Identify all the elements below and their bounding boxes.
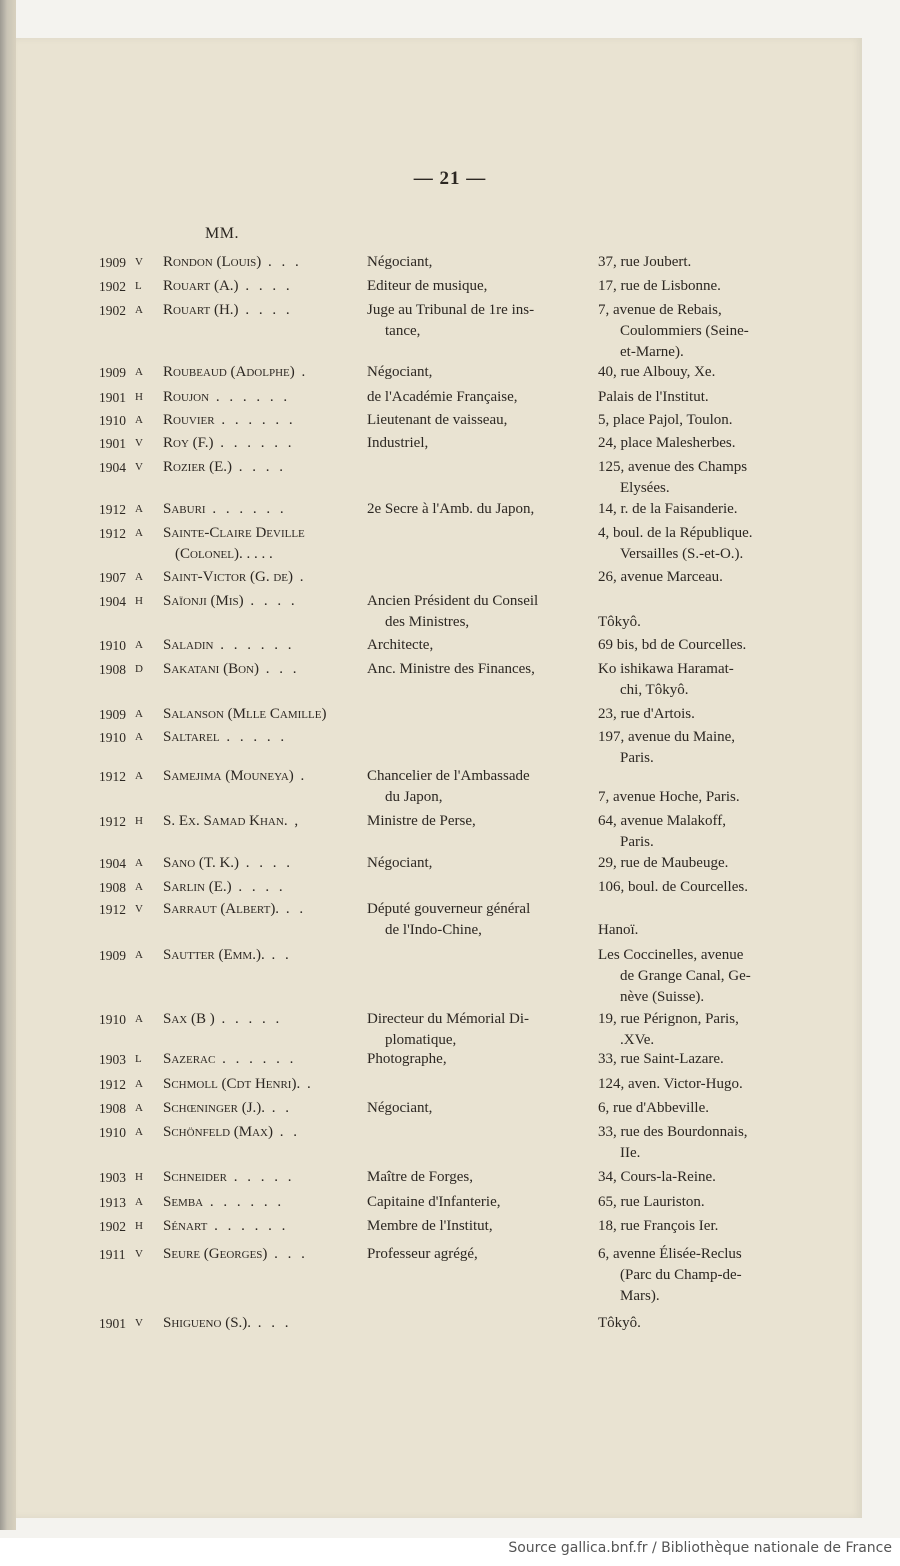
address-line: .XVe. <box>620 1032 655 1048</box>
leader-dots: . . <box>264 947 292 963</box>
address-line <box>598 766 784 787</box>
occupation-line: Négociant, <box>367 364 433 380</box>
occupation-line: Professeur agrégé, <box>367 1246 478 1262</box>
entry-name <box>163 659 353 680</box>
occupation-line: Ancien Président du Conseil <box>367 593 539 609</box>
address-line: 33, rue des Bourdonnais, <box>598 1124 748 1140</box>
address-line: Palais de l'Institut. <box>598 389 709 405</box>
entry-category: A <box>135 708 143 720</box>
address-line: 64, avenue Malakoff, <box>598 813 727 829</box>
entry-year: 1912 <box>99 526 126 541</box>
occupation-line: Directeur du Mémorial Di- <box>367 1011 530 1027</box>
entry-category: A <box>135 414 143 426</box>
entry-address <box>598 499 784 520</box>
entry-address <box>598 276 784 297</box>
entry-address <box>598 853 784 874</box>
address-line: Elysées. <box>620 480 670 496</box>
address-line: 6, avenne Élisée-Reclus <box>598 1246 742 1262</box>
entry-occupation <box>367 300 572 342</box>
entry-occupation <box>367 410 572 431</box>
address-line: Hanoï. <box>598 922 639 938</box>
entry-address <box>598 1049 784 1070</box>
occupation-line: du Japon, <box>385 789 443 805</box>
entry-year: 1904 <box>99 594 126 609</box>
entry-category: V <box>135 903 143 915</box>
entry-address <box>598 1216 784 1237</box>
entry-name <box>163 1313 353 1334</box>
entry-year: 1907 <box>99 570 126 585</box>
entry-address <box>598 523 784 565</box>
entry-name <box>163 766 353 787</box>
leader-dots: . . <box>265 1100 293 1116</box>
occupation-line: Architecte, <box>367 637 434 653</box>
entry-address <box>598 300 784 363</box>
occupation-line: Député gouverneur général <box>367 901 531 917</box>
leader-dots: . <box>300 1076 314 1092</box>
entry-year: 1912 <box>99 1077 126 1092</box>
entry-name <box>163 457 353 478</box>
leader-dots: . . . . . . <box>207 1218 289 1234</box>
leader-dots: . . <box>279 901 307 917</box>
occupation-line: Négociant, <box>367 254 433 270</box>
leader-dots: . . . . <box>238 278 293 294</box>
leader-dots: . . . . <box>243 593 298 609</box>
entry-address <box>598 704 784 725</box>
entry-address <box>598 1192 784 1213</box>
leader-dots: . . <box>272 1124 300 1140</box>
entry-name-text: Saint-Victor (G. de) <box>163 569 293 585</box>
entry-name <box>163 1192 353 1213</box>
entry-name <box>163 877 353 898</box>
address-line: 69 bis, bd de Courcelles. <box>598 637 747 653</box>
leader-dots: . <box>293 768 308 784</box>
entry-name-text: Sakatani (Bon) <box>163 661 259 677</box>
entry-name-text: Sax (B ) <box>163 1011 215 1027</box>
occupation-line: de l'Indo-Chine, <box>385 922 482 938</box>
entry-name <box>163 1009 353 1030</box>
entry-occupation <box>367 499 572 520</box>
entry-address <box>598 252 784 273</box>
entry-address <box>598 457 784 499</box>
entry-name-text: Roubeaud (Adolphe) <box>163 364 295 380</box>
occupation-line: Lieutenant de vaisseau, <box>367 412 508 428</box>
entry-year: 1908 <box>99 662 126 677</box>
address-line: 7, avenue de Rebais, <box>598 302 722 318</box>
address-line: Les Coccinelles, avenue <box>598 947 744 963</box>
address-line: 6, rue d'Abbeville. <box>598 1100 710 1116</box>
entry-category: L <box>135 1053 142 1065</box>
entry-category: A <box>135 949 143 961</box>
entry-name-text: Semba <box>163 1194 204 1210</box>
address-line: Tôkyô. <box>598 1315 641 1331</box>
entry-year: 1909 <box>99 707 126 722</box>
address-line: 17, rue de Lisbonne. <box>598 278 721 294</box>
entry-name <box>163 252 353 273</box>
entry-occupation <box>367 766 572 808</box>
address-line: (Parc du Champ-de- <box>620 1267 742 1283</box>
entry-year: 1909 <box>99 948 126 963</box>
address-line: 18, rue François Ier. <box>598 1218 719 1234</box>
occupation-line: Anc. Ministre des Finances, <box>367 661 535 677</box>
address-line: Paris. <box>620 834 654 850</box>
entry-category: L <box>135 280 142 292</box>
occupation-line: 2e Secre à l'Amb. du Japon, <box>367 501 535 517</box>
entry-name <box>163 853 353 874</box>
address-line: 23, rue d'Artois. <box>598 706 695 722</box>
address-line: 37, rue Joubert. <box>598 254 692 270</box>
entry-category: A <box>135 1078 143 1090</box>
entry-address <box>598 1313 784 1334</box>
entry-address <box>598 591 784 633</box>
address-line <box>598 899 784 920</box>
entry-name <box>163 410 353 431</box>
entry-name-text: Rouvier <box>163 412 215 428</box>
entry-occupation <box>367 276 572 297</box>
occupation-line: de l'Académie Française, <box>367 389 518 405</box>
entry-year: 1904 <box>99 856 126 871</box>
address-line: 34, Cours-la-Reine. <box>598 1169 716 1185</box>
entry-name <box>163 387 353 408</box>
leader-dots: . . . <box>267 1246 308 1262</box>
entry-occupation <box>367 252 572 273</box>
entry-address <box>598 635 784 656</box>
entry-name-text: Sarlin (E.) <box>163 879 232 895</box>
leader-dots: . . . <box>261 254 302 270</box>
entry-occupation <box>367 659 572 680</box>
address-line: 5, place Pajol, Toulon. <box>598 412 733 428</box>
entry-name <box>163 945 353 966</box>
address-line: Versailles (S.-et-O.). <box>620 546 744 562</box>
entry-category: A <box>135 1102 143 1114</box>
address-line: 4, boul. de la République. <box>598 525 753 541</box>
address-line: 65, rue Lauriston. <box>598 1194 705 1210</box>
list-heading: MM. <box>205 225 239 242</box>
entry-occupation <box>367 635 572 656</box>
entry-name <box>163 276 353 297</box>
entry-name <box>163 1049 353 1070</box>
leader-dots: . . . . . . <box>214 412 296 428</box>
entry-name-text: Saltarel <box>163 729 220 745</box>
leader-dots: . . . . . . <box>205 501 287 517</box>
entry-address <box>598 1167 784 1188</box>
entry-address <box>598 877 784 898</box>
entry-category: A <box>135 770 143 782</box>
entry-name <box>163 811 353 832</box>
entry-year: 1909 <box>99 365 126 380</box>
leader-dots: . . . . <box>238 302 293 318</box>
address-line: 24, place Malesherbes. <box>598 435 736 451</box>
entry-name-text: Samejima (Mouneya) <box>163 768 294 784</box>
entry-name-text: Rondon (Louis) <box>163 254 262 270</box>
entry-name-text: Roy (F.) <box>163 435 214 451</box>
address-line: 40, rue Albouy, Xe. <box>598 364 716 380</box>
entry-category: A <box>135 881 143 893</box>
entry-name-text: Schœninger (J.). <box>163 1100 266 1116</box>
address-line: Mars). <box>620 1288 660 1304</box>
entry-name <box>163 362 353 383</box>
leader-dots: . <box>294 364 309 380</box>
entry-year: 1908 <box>99 1101 126 1116</box>
entry-year: 1910 <box>99 1012 126 1027</box>
leader-dots: . . . . . . <box>215 1051 297 1067</box>
entry-address <box>598 811 784 853</box>
address-line: Coulommiers (Seine- <box>620 323 749 339</box>
entry-address <box>598 567 784 588</box>
entry-category: V <box>135 1248 143 1260</box>
entry-year: 1912 <box>99 902 126 917</box>
entry-year: 1903 <box>99 1052 126 1067</box>
entry-address <box>598 945 784 1008</box>
entry-category: H <box>135 391 143 403</box>
entry-name <box>163 300 353 321</box>
entry-address <box>598 387 784 408</box>
leader-dots: , <box>287 813 302 829</box>
entry-category: H <box>135 595 143 607</box>
entry-name-text: Schönfeld (Max) <box>163 1124 273 1140</box>
entry-address <box>598 1098 784 1119</box>
address-line: nève (Suisse). <box>620 989 705 1005</box>
occupation-line: Maître de Forges, <box>367 1169 473 1185</box>
entry-address <box>598 899 784 941</box>
entry-year: 1901 <box>99 390 126 405</box>
occupation-line: Chancelier de l'Ambassade <box>367 768 530 784</box>
address-line: 125, avenue des Champs <box>598 459 748 475</box>
entry-name-text: S. Ex. Samad Khan. <box>163 813 288 829</box>
entry-name <box>163 499 353 520</box>
occupation-line: Négociant, <box>367 1100 433 1116</box>
entry-occupation <box>367 1244 572 1265</box>
entry-address <box>598 1244 784 1307</box>
entry-occupation <box>367 899 572 941</box>
entry-occupation <box>367 1098 572 1119</box>
entry-year: 1902 <box>99 279 126 294</box>
address-line: 33, rue Saint-Lazare. <box>598 1051 724 1067</box>
entry-year: 1913 <box>99 1195 126 1210</box>
entry-name-text: Rouart (A.) <box>163 278 239 294</box>
entry-category: A <box>135 1013 143 1025</box>
entry-name <box>163 591 353 612</box>
entry-category: D <box>135 663 143 675</box>
entry-occupation <box>367 1049 572 1070</box>
entry-year: 1911 <box>99 1247 126 1262</box>
address-line: 124, aven. Victor-Hugo. <box>598 1076 743 1092</box>
entry-name <box>163 1244 353 1265</box>
entry-category: V <box>135 1317 143 1329</box>
entry-name <box>163 1216 353 1237</box>
entry-address <box>598 1122 784 1164</box>
entry-year: 1912 <box>99 814 126 829</box>
entry-name-continuation: (Colonel). . . . . <box>175 546 273 562</box>
entry-name-text: Sarraut (Albert). <box>163 901 280 917</box>
entry-year: 1909 <box>99 255 126 270</box>
address-line: et-Marne). <box>620 344 684 360</box>
binding-edge <box>0 0 16 1530</box>
entry-year: 1901 <box>99 1316 126 1331</box>
entry-category: A <box>135 731 143 743</box>
address-line: de Grange Canal, Ge- <box>620 968 751 984</box>
address-line: IIe. <box>620 1145 641 1161</box>
entry-occupation <box>367 1167 572 1188</box>
entry-name-text: Sazerac <box>163 1051 216 1067</box>
entry-year: 1901 <box>99 436 126 451</box>
entry-year: 1910 <box>99 730 126 745</box>
address-line: 106, boul. de Courcelles. <box>598 879 748 895</box>
address-line: 197, avenue du Maine, <box>598 729 736 745</box>
entry-address <box>598 362 784 383</box>
entry-category: A <box>135 503 143 515</box>
occupation-line: Photographe, <box>367 1051 447 1067</box>
entry-category: H <box>135 1220 143 1232</box>
leader-dots: . . . . . <box>214 1011 283 1027</box>
occupation-line: plomatique, <box>385 1032 457 1048</box>
entry-name-text: Sénart <box>163 1218 208 1234</box>
entry-category: H <box>135 1171 143 1183</box>
leader-dots: . . . . . . <box>213 435 295 451</box>
address-line: chi, Tôkyô. <box>620 682 689 698</box>
occupation-line: Juge au Tribunal de 1re ins- <box>367 302 535 318</box>
occupation-line: des Ministres, <box>385 614 470 630</box>
address-line: 7, avenue Hoche, Paris. <box>598 789 740 805</box>
entry-occupation <box>367 811 572 832</box>
entry-year: 1908 <box>99 880 126 895</box>
entry-occupation <box>367 362 572 383</box>
occupation-line: Industriel, <box>367 435 429 451</box>
address-line: 19, rue Pérignon, Paris, <box>598 1011 739 1027</box>
leader-dots: . . . . <box>231 879 286 895</box>
occupation-line: Ministre de Perse, <box>367 813 476 829</box>
entry-name <box>163 1074 353 1095</box>
entry-name-text: Sainte-Claire Deville <box>163 525 305 541</box>
address-line: Tôkyô. <box>598 614 641 630</box>
entry-name <box>163 727 353 748</box>
entry-name-text: Seure (Georges) <box>163 1246 268 1262</box>
entry-category: H <box>135 815 143 827</box>
address-line <box>598 591 784 612</box>
entry-year: 1910 <box>99 413 126 428</box>
entry-name-text: Schmoll (Cdt Henri). <box>163 1076 301 1092</box>
entry-name-text: Shigueno (S.). <box>163 1315 252 1331</box>
leader-dots: . <box>292 569 307 585</box>
entry-year: 1912 <box>99 502 126 517</box>
entry-name <box>163 433 353 454</box>
entry-year: 1910 <box>99 1125 126 1140</box>
entry-name-text: Salanson (Mlle Camille) <box>163 706 327 722</box>
entry-name <box>163 635 353 656</box>
entry-year: 1902 <box>99 1219 126 1234</box>
entry-address <box>598 727 784 769</box>
occupation-line: Capitaine d'Infanterie, <box>367 1194 501 1210</box>
address-line: 14, r. de la Faisanderie. <box>598 501 738 517</box>
entry-category: V <box>135 256 143 268</box>
occupation-line: Membre de l'Institut, <box>367 1218 493 1234</box>
entry-address <box>598 766 784 808</box>
entry-category: A <box>135 857 143 869</box>
entry-address <box>598 410 784 431</box>
entry-occupation <box>367 1009 572 1051</box>
entry-category: V <box>135 461 143 473</box>
leader-dots: . . . . . . <box>209 389 291 405</box>
entry-year: 1904 <box>99 460 126 475</box>
entry-name <box>163 1167 353 1188</box>
entry-category: A <box>135 1196 143 1208</box>
leader-dots: . . . . . . <box>203 1194 285 1210</box>
entry-category: A <box>135 366 143 378</box>
entry-name <box>163 1098 353 1119</box>
entry-name <box>163 704 353 725</box>
entry-year: 1902 <box>99 303 126 318</box>
entry-name-text: Sano (T. K.) <box>163 855 240 871</box>
entry-name <box>163 523 353 565</box>
leader-dots: . . . . . <box>219 729 288 745</box>
entry-address <box>598 659 784 701</box>
address-line: 29, rue de Maubeuge. <box>598 855 729 871</box>
entry-occupation <box>367 853 572 874</box>
entry-name-text: Saburi <box>163 501 206 517</box>
address-line: 26, avenue Marceau. <box>598 569 723 585</box>
entry-address <box>598 1074 784 1095</box>
leader-dots: . . . <box>251 1315 292 1331</box>
entry-name <box>163 1122 353 1143</box>
entry-year: 1912 <box>99 769 126 784</box>
entry-year: 1903 <box>99 1170 126 1185</box>
leader-dots: . . . . <box>232 459 287 475</box>
entry-address <box>598 1009 784 1051</box>
entry-name-text: Roujon <box>163 389 210 405</box>
entry-occupation <box>367 433 572 454</box>
occupation-line: Editeur de musique, <box>367 278 488 294</box>
entry-name-text: Saladin <box>163 637 214 653</box>
occupation-line: Négociant, <box>367 855 433 871</box>
entry-occupation <box>367 387 572 408</box>
leader-dots: . . . <box>258 661 300 677</box>
entry-name-text: Saïonji (Mis) <box>163 593 244 609</box>
leader-dots: . . . . <box>239 855 294 871</box>
entry-year: 1910 <box>99 638 126 653</box>
entry-occupation <box>367 591 572 633</box>
entry-name-text: Rozier (E.) <box>163 459 233 475</box>
entry-address <box>598 433 784 454</box>
entry-category: V <box>135 437 143 449</box>
address-line: Ko ishikawa Haramat- <box>598 661 734 677</box>
entry-category: A <box>135 304 143 316</box>
entry-category: A <box>135 639 143 651</box>
occupation-line: tance, <box>385 323 421 339</box>
entry-name-text: Sautter (Emm.). <box>163 947 265 963</box>
entry-name-text: Schneider <box>163 1169 227 1185</box>
address-line: Paris. <box>620 750 654 766</box>
entry-occupation <box>367 1216 572 1237</box>
entry-name <box>163 567 353 588</box>
source-text: Source gallica.bnf.fr / Bibliothèque nationale de France <box>508 1540 892 1556</box>
entry-category: A <box>135 1126 143 1138</box>
page-number: — 21 — <box>413 168 487 189</box>
entry-occupation <box>367 1192 572 1213</box>
leader-dots: . . . . . <box>226 1169 295 1185</box>
source-footer <box>0 1538 900 1566</box>
entry-category: A <box>135 527 143 539</box>
entry-category: A <box>135 571 143 583</box>
entry-name <box>163 899 353 920</box>
entry-name-text: Rouart (H.) <box>163 302 239 318</box>
leader-dots: . . . . . . <box>213 637 295 653</box>
